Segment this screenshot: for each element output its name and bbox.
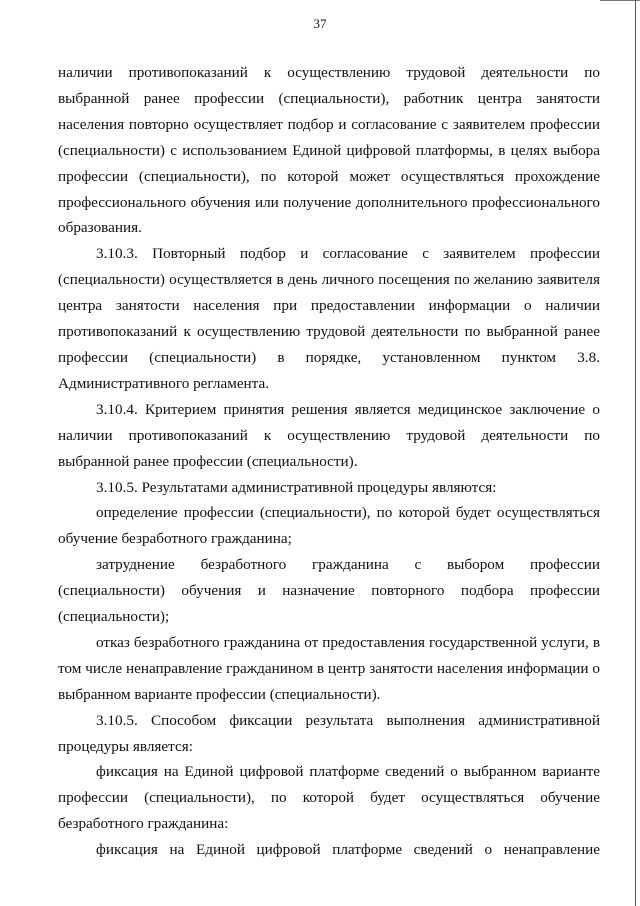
result-item-difficulty: затруднение безработного гражданина с выбором профессии (специальности) обучения и назначение повторного подбора профессии (специальности); <box>58 556 600 626</box>
paragraph-3-10-5-fixation: 3.10.5. Способом фиксации результата выполнения административной процедуры является: <box>58 711 600 755</box>
scan-edge-top <box>600 0 640 1</box>
paragraph-continuation: наличии противопоказаний к осуществлению трудовой деятельности по выбранной ранее профессии (специальности), работник центра занятости населения повторно осуществляет подбор и согласование с заявителем профессии (специальности) с использованием Единой цифровой платформы, в целях выбора профессии (специальности), по которой может осуществляться прохождение профессионального обучения или получение дополнительного профессионального образования. <box>58 64 600 237</box>
paragraph-3-10-4: 3.10.4. Критерием принятия решения является медицинское заключение о наличии противопоказаний к осуществлению трудовой деятельности по выбранной ранее профессии (специальности). <box>58 400 600 470</box>
fixation-item-non-direction: фиксация на Единой цифровой платформе сведений о ненаправление <box>96 841 600 859</box>
page-number: 37 <box>313 16 327 31</box>
result-item-definition: определение профессии (специальности), по которой будет осуществляться обучение безработного гражданина; <box>58 504 600 548</box>
document-body <box>58 60 600 863</box>
paragraph-3-10-3: 3.10.3. Повторный подбор и согласование с заявителем профессии (специальности) осуществляется в день личного посещения по желанию заявителя центра занятости населения при предоставлении информации о наличии противопоказаний к осуществлению трудовой деятельности по выбранной ранее профессии (специальности) в порядке, установленном пунктом 3.8. Административного регламента. <box>58 245 600 392</box>
result-item-refusal: отказ безработного гражданина от предоставления государственной услуги, в том числе ненаправление гражданином в центр занятости населения информации о выбранном варианте профессии (специальности). <box>58 633 600 703</box>
fixation-item-selected-variant: фиксация на Единой цифровой платформе сведений о выбранном варианте профессии (специальности), по которой будет осуществляться обучение безработного гражданина: <box>58 763 600 833</box>
paragraph-3-10-5-results: 3.10.5. Результатами административной процедуры являются: <box>96 478 497 496</box>
scan-edge-right <box>635 0 636 906</box>
